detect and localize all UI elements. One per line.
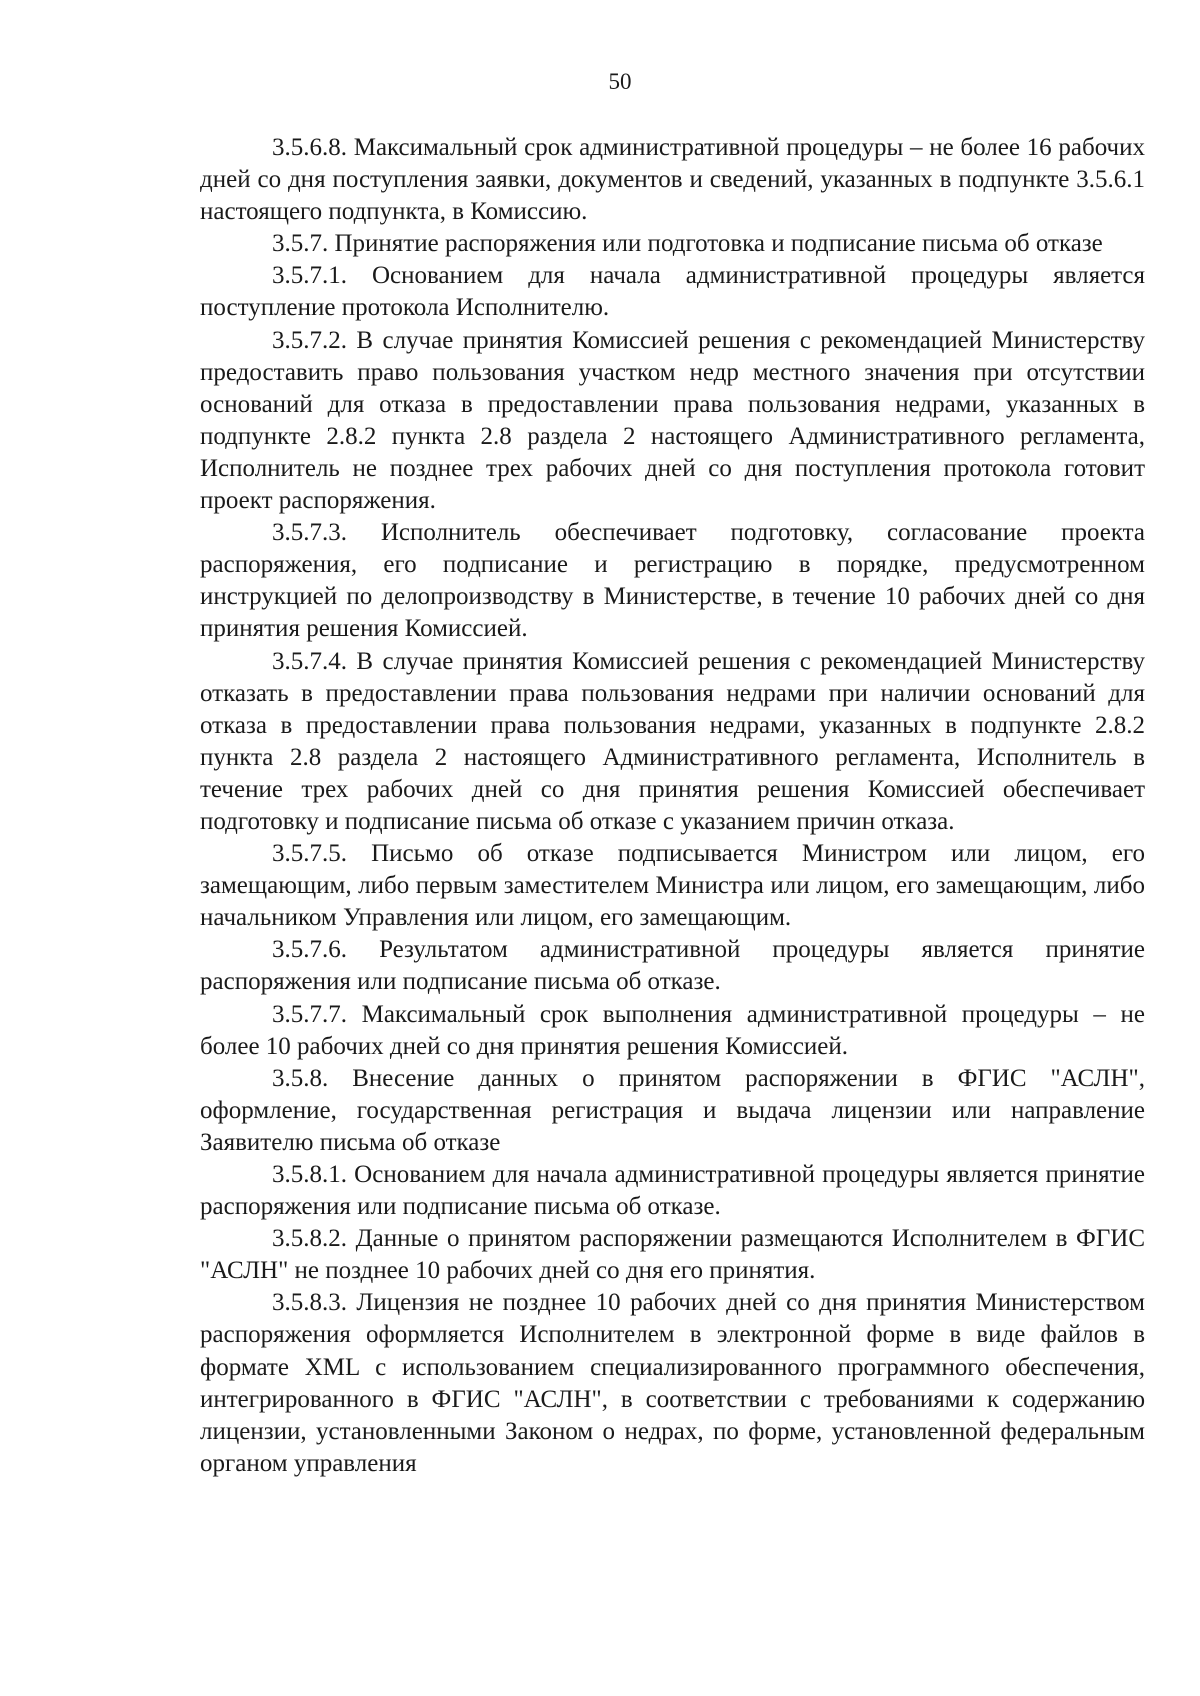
document-body — [200, 132, 1145, 1480]
paragraph-3-5-7-1: 3.5.7.1. Основанием для начала административной процедуры является поступление протокола Исполнителю. — [200, 262, 1145, 322]
paragraph-3-5-7-5: 3.5.7.5. Письмо об отказе подписывается Министром или лицом, его замещающим, либо первым заместителем Министра или лицом, его замещающим, либо начальником Управления или лицом, его замещающим. — [200, 840, 1145, 932]
paragraph-3-5-7-7: 3.5.7.7. Максимальный срок выполнения административной процедуры – не более 10 рабочих дней со дня принятия решения Комиссией. — [200, 1000, 1145, 1060]
paragraph-3-5-7-4: 3.5.7.4. В случае принятия Комиссией решения с рекомендацией Министерству отказать в предоставлении права пользования недрами при наличии оснований для отказа в предоставлении права пользования недрами, указанных в подпункте 2.8.2 пункта 2.8 раздела 2 настоящего Административного регламента, Исполнитель в течение трех рабочих дней со дня принятия решения Комиссией обеспечивает подготовку и подписание письма об отказе с указанием причин отказа. — [200, 647, 1145, 835]
heading-3-5-8: 3.5.8. Внесение данных о принятом распоряжении в ФГИС "АСЛН", оформление, государственная регистрация и выдача лицензии или направление Заявителю письма об отказе — [200, 1064, 1145, 1156]
paragraph-3-5-6-8: 3.5.6.8. Максимальный срок административной процедуры – не более 16 рабочих дней со дня поступления заявки, документов и сведений, указанных в подпункте 3.5.6.1 настоящего подпункта, в Комиссию. — [200, 134, 1145, 226]
paragraph-3-5-8-2: 3.5.8.2. Данные о принятом распоряжении размещаются Исполнителем в ФГИС "АСЛН" не позднее 10 рабочих дней со дня его принятия. — [200, 1225, 1145, 1285]
paragraph-3-5-7-3: 3.5.7.3. Исполнитель обеспечивает подготовку, согласование проекта распоряжения, его подписание и регистрацию в порядке, предусмотренном инструкцией по делопроизводству в Министерстве, в течение 10 рабочих дней со дня принятия решения Комиссией. — [200, 519, 1145, 643]
page-number: 50 — [608, 69, 632, 94]
paragraph-3-5-8-3: 3.5.8.3. Лицензия не позднее 10 рабочих дней со дня принятия Министерством распоряжения оформляется Исполнителем в электронной форме в виде файлов в формате XML с использованием специализированного программного обеспечения, интегрированного в ФГИС "АСЛН", в соответствии с требованиями к содержанию лицензии, установленными Законом о недрах, по форме, установленной федеральным органом управления — [200, 1289, 1145, 1477]
paragraph-3-5-7-2: 3.5.7.2. В случае принятия Комиссией решения с рекомендацией Министерству предоставить право пользования участком недр местного значения при отсутствии оснований для отказа в предоставлении права пользования недрами, указанных в подпункте 2.8.2 пункта 2.8 раздела 2 настоящего Административного регламента, Исполнитель не позднее трех рабочих дней со дня поступления протокола готовит проект распоряжения. — [200, 326, 1145, 515]
paragraph-3-5-7-6: 3.5.7.6. Результатом административной процедуры является принятие распоряжения или подписание письма об отказе. — [200, 936, 1145, 996]
paragraph-3-5-8-1: 3.5.8.1. Основанием для начала административной процедуры является принятие распоряжения или подписание письма об отказе. — [200, 1161, 1145, 1221]
heading-3-5-7: 3.5.7. Принятие распоряжения или подготовка и подписание письма об отказе — [272, 230, 1103, 258]
